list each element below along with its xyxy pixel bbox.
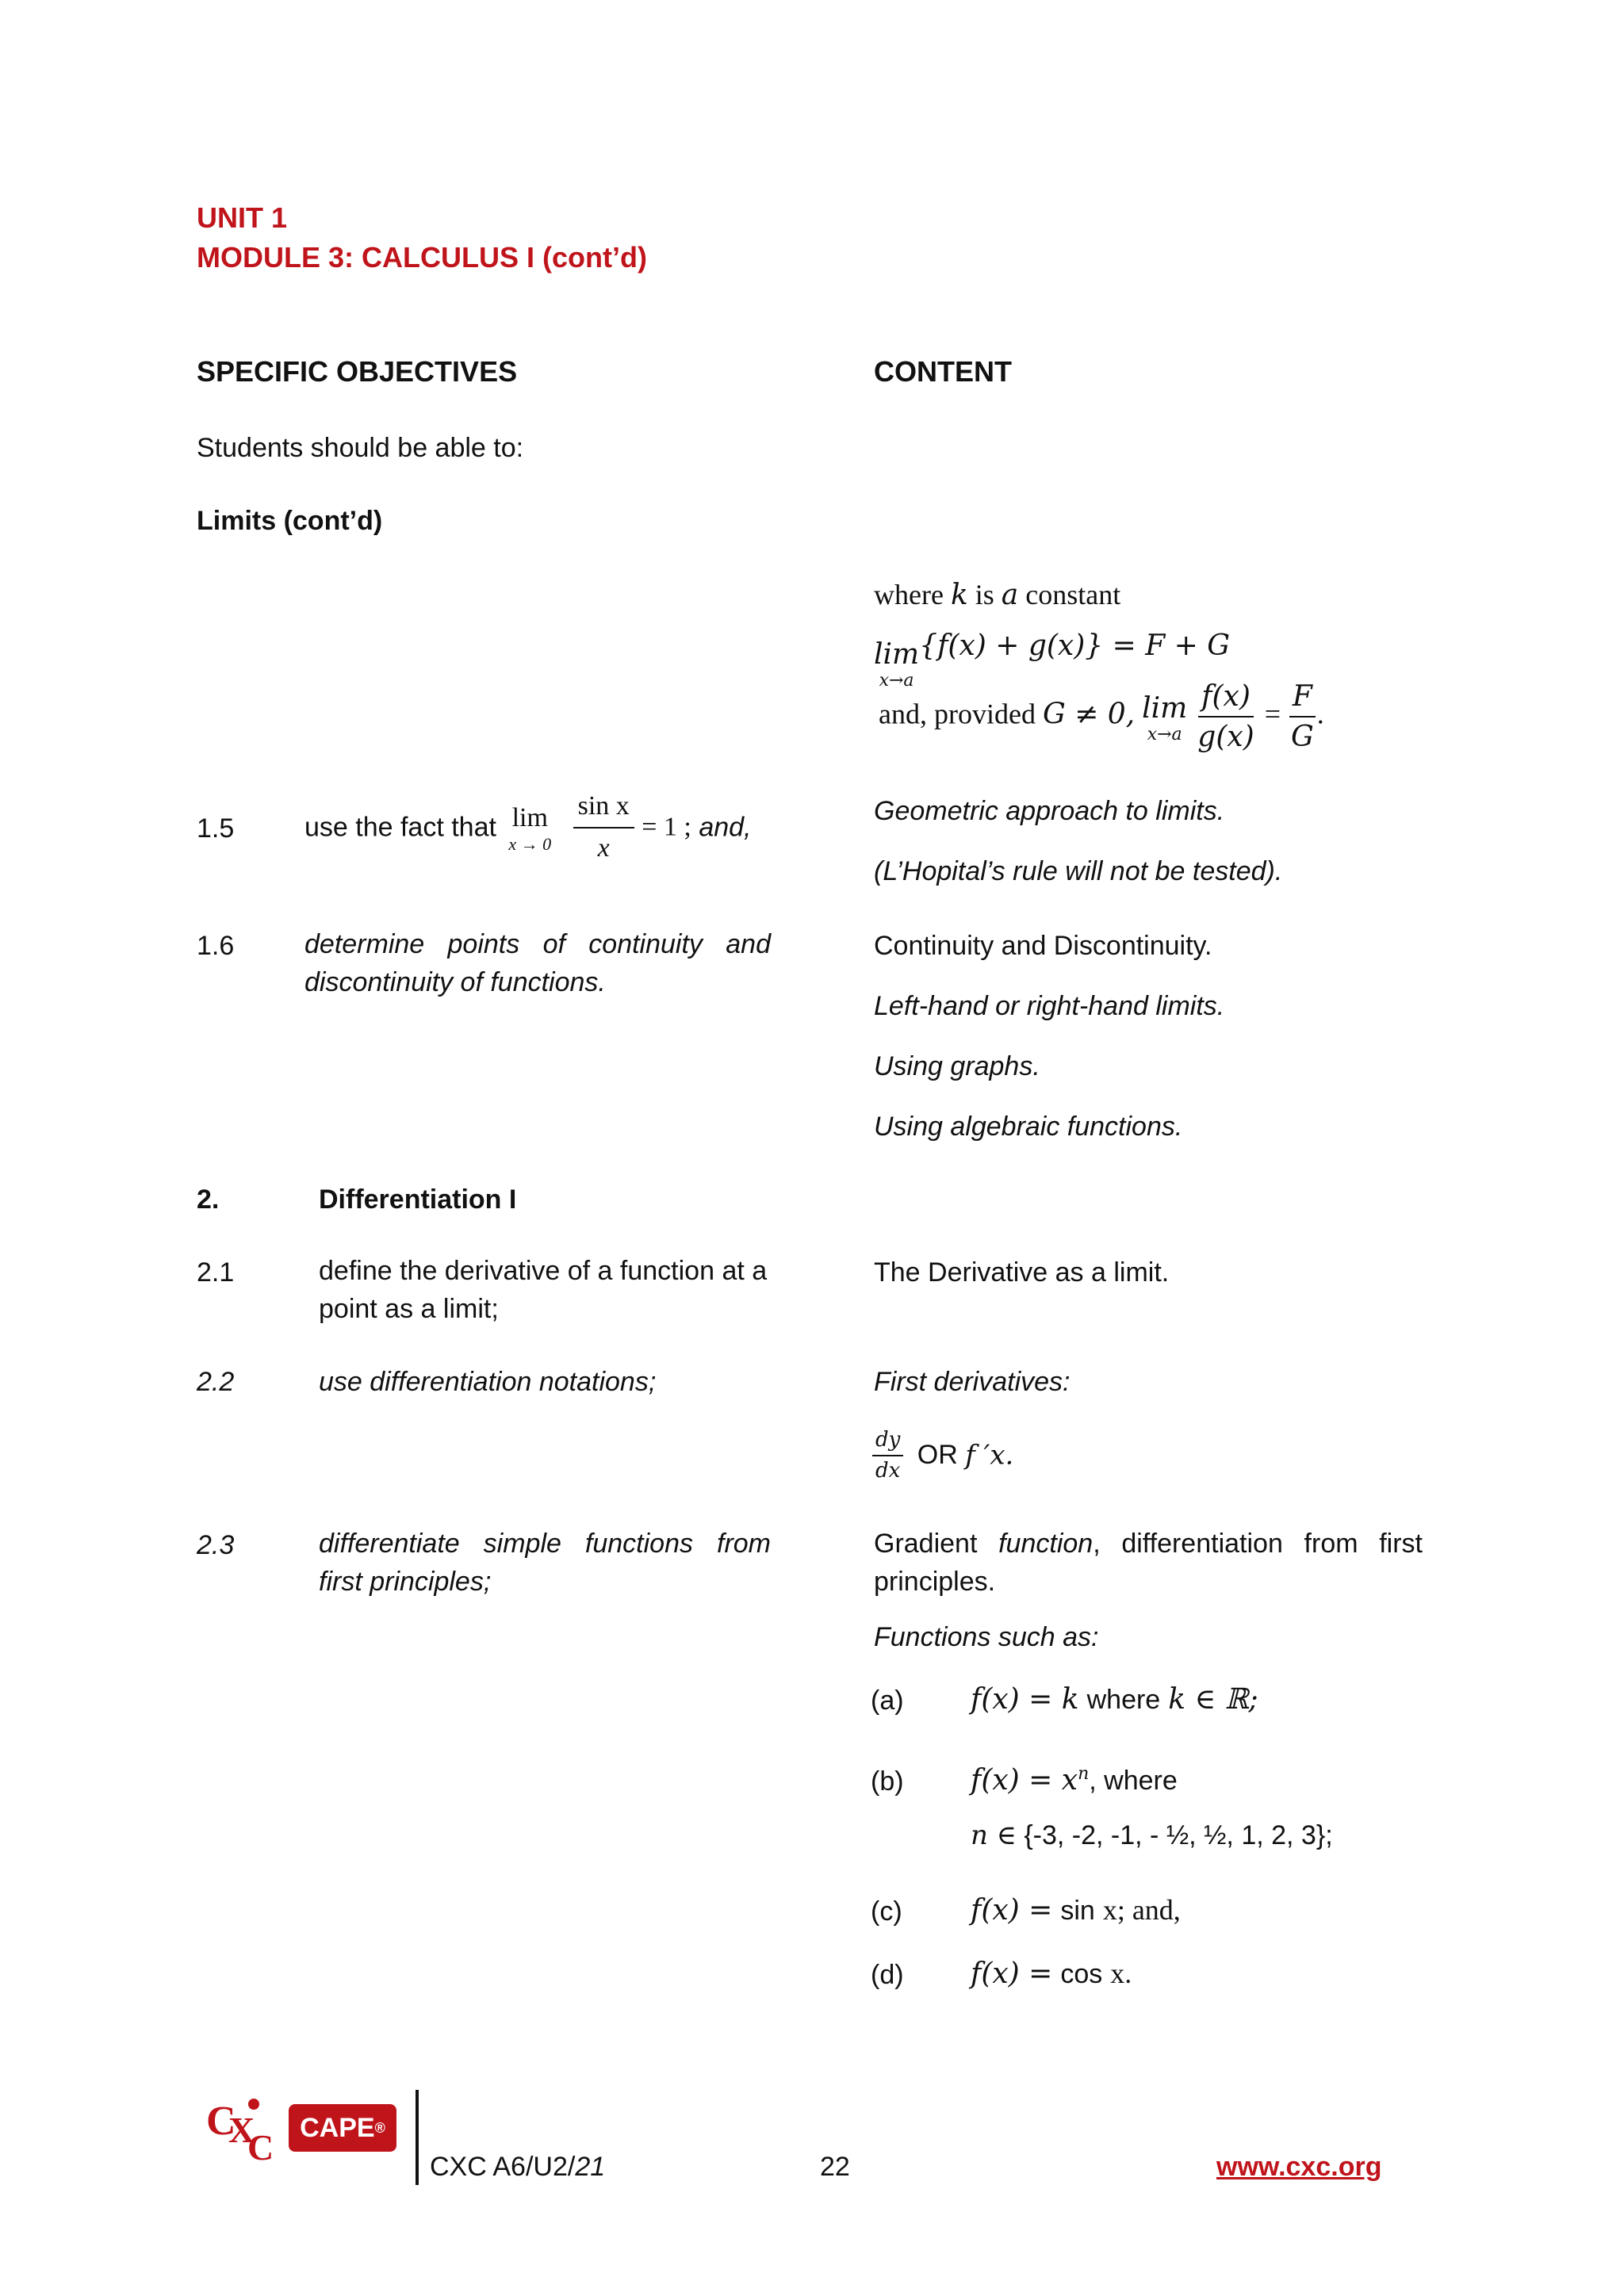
obj-2-3-text: differentiate simple functions from first principles; xyxy=(319,1529,771,1597)
obj-1-6-number: 1.6 xyxy=(197,931,235,961)
content-2-1: The Derivative as a limit. xyxy=(874,1257,1170,1288)
list-item-d: f(x) = cos x. xyxy=(971,1957,1132,1990)
content-1-5-line1: Geometric approach to limits. xyxy=(874,796,1225,826)
svg-text:X: X xyxy=(228,2110,255,2150)
list-item-a: f(x) = k where k ∈ ℝ; xyxy=(971,1683,1258,1716)
obj-2-2-number: 2.2 xyxy=(197,1367,235,1397)
content-1-6-line4: Using algebraic functions. xyxy=(874,1112,1183,1142)
obj-1-5-text: use the fact that lim x → 0 $\frac{\text{sin x}}{x}$ = 1 ; and, xyxy=(304,791,752,863)
list-item-d-label: (d) xyxy=(871,1960,904,1990)
sum-limit-rule: lim x→a {f(x) + g(x)} = F + G xyxy=(874,629,1231,691)
intro-text: Students should be able to: xyxy=(197,433,524,463)
section-2-number: 2. xyxy=(197,1184,220,1215)
content-1-6-line3: Using graphs. xyxy=(874,1051,1040,1081)
obj-1-5-number: 1.5 xyxy=(197,813,235,844)
svg-text:C: C xyxy=(247,2127,274,2164)
content-heading: CONTENT xyxy=(874,355,1012,388)
footer-divider xyxy=(416,2090,419,2185)
list-item-c: f(x) = sin x; and, xyxy=(971,1894,1181,1927)
svg-text:C: C xyxy=(206,2099,236,2144)
quotient-limit-rule: and, provided G ≠ 0, lim x→a $\frac{f(x)}{g(x)}$ = $\frac{F}{G}$ . xyxy=(879,680,1324,753)
module-title: MODULE 3: CALCULUS I (cont’d) xyxy=(197,241,647,274)
footer-code: CXC A6/U2/21 xyxy=(430,2152,606,2182)
content-1-6-line2: Left-hand or right-hand limits. xyxy=(874,991,1225,1021)
objectives-heading: SPECIFIC OBJECTIVES xyxy=(197,355,518,388)
list-item-a-label: (a) xyxy=(871,1686,904,1716)
page-number: 22 xyxy=(820,2152,850,2182)
obj-2-3-number: 2.3 xyxy=(197,1530,235,1560)
obj-2-1-number: 2.1 xyxy=(197,1257,235,1288)
obj-1-6-text: determine points of continuity and discontinuity of functions. xyxy=(304,929,771,997)
content-1-5-line2: (L’Hopital’s rule will not be tested). xyxy=(874,856,1283,886)
obj-2-1-text: define the derivative of a function at a point as a limit; xyxy=(319,1256,768,1324)
unit-title: UNIT 1 xyxy=(197,201,288,234)
content-2-3-gradient: Gradient function, differentiation from first principles. xyxy=(874,1529,1423,1597)
section-limits: Limits (cont’d) xyxy=(197,506,383,536)
content-1-6-line1: Continuity and Discontinuity. xyxy=(874,931,1212,961)
list-item-b-label: (b) xyxy=(871,1766,904,1797)
content-2-2-line1: First derivatives: xyxy=(874,1367,1071,1397)
cxc-logo xyxy=(205,2093,284,2164)
content-2-3-such: Functions such as: xyxy=(874,1622,1099,1652)
content-2-2-notation: $\frac{dy}{dx}$ OR f ′x. xyxy=(872,1427,1013,1483)
list-item-b-set: n ∈ {-3, -2, -1, - ½, ½, 1, 2, 3}; xyxy=(971,1820,1333,1851)
cxc-website-link[interactable]: www.cxc.org xyxy=(1216,2152,1382,2182)
section-2-title: Differentiation I xyxy=(319,1184,517,1215)
where-k-constant: where k is a constant xyxy=(874,579,1121,611)
obj-2-2-text: use differentiation notations; xyxy=(319,1367,657,1397)
list-item-b: $f(x) = x^n$, where xyxy=(971,1764,1178,1797)
list-item-c-label: (c) xyxy=(871,1896,902,1927)
cape-badge: CAPE ® xyxy=(289,2104,396,2152)
